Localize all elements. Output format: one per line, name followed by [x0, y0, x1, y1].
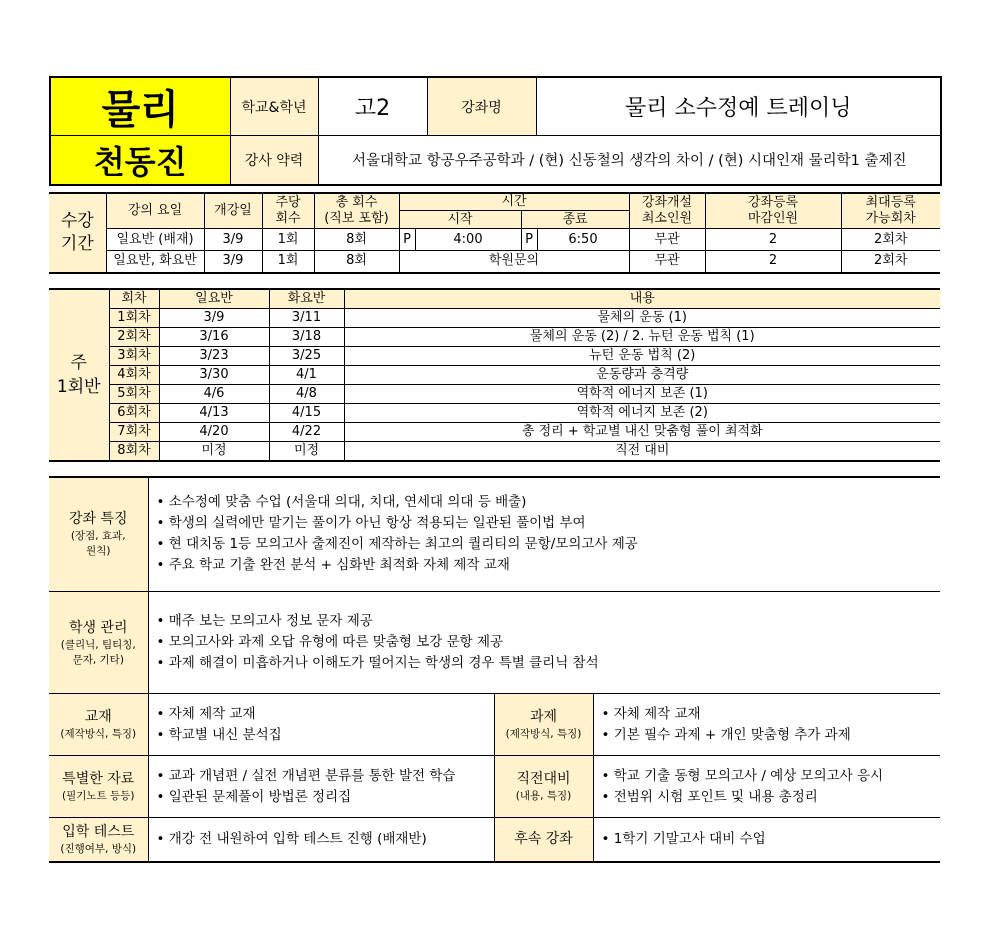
total-count-cell: 8회	[314, 251, 399, 273]
deadline-cell: 2	[705, 229, 841, 251]
final-prep-list	[593, 756, 940, 818]
day-cell: 일요반, 화요반	[106, 251, 204, 273]
time-inquiry-cell: 학원문의	[399, 251, 629, 273]
curriculum-row	[49, 308, 940, 327]
list-item: • 학교 기출 동형 모의고사 / 예상 모의고사 응시	[602, 766, 941, 787]
col-sunday: 일요반	[159, 289, 269, 309]
special-material-list	[148, 756, 494, 818]
sunday-date-cell: 4/13	[159, 403, 269, 422]
min-enroll-cell: 무관	[629, 251, 705, 273]
header-table	[49, 76, 942, 186]
col-min-enroll: 강좌개설 최소인원	[629, 193, 705, 229]
student-care-list	[148, 592, 940, 694]
list-item: • 과제 해결이 미흡하거나 이해도가 떨어지는 학생의 경우 특별 클리닉 참석	[157, 653, 941, 674]
tuesday-date-cell: 3/25	[269, 346, 344, 365]
schedule-row	[49, 251, 940, 273]
tuesday-date-cell: 4/8	[269, 384, 344, 403]
course-features-list	[148, 477, 940, 592]
list-item: • 개강 전 내원하여 입학 테스트 진행 (배재반)	[157, 829, 494, 850]
session-cell: 4회차	[109, 365, 159, 384]
session-cell: 3회차	[109, 346, 159, 365]
col-tuesday: 화요반	[269, 289, 344, 309]
col-time-end: 종료	[521, 211, 629, 229]
list-item: • 학생의 실력에만 맡기는 풀이가 아닌 항상 적용되는 일관된 풀이법 부여	[157, 513, 941, 534]
entrance-test-label: 입학 테스트 (진행여부, 방식)	[49, 818, 148, 862]
curriculum-row	[49, 441, 940, 461]
deadline-cell: 2	[705, 251, 841, 273]
content-cell: 뉴턴 운동 법칙 (2)	[344, 346, 940, 365]
curriculum-row	[49, 365, 940, 384]
textbook-label: 교재 (제작방식, 특징)	[49, 694, 148, 756]
col-enroll-deadline: 강좌등록 마감인원	[705, 193, 841, 229]
grade-value: 고2	[318, 77, 427, 136]
day-cell: 일요반 (배재)	[106, 229, 204, 251]
col-time-start: 시작	[399, 211, 521, 229]
session-cell: 2회차	[109, 327, 159, 346]
list-item: • 기본 필수 과제 + 개인 맞춤형 추가 과제	[602, 725, 941, 746]
content-cell: 직전 대비	[344, 441, 940, 461]
course-details-table	[49, 476, 940, 863]
content-cell: 역학적 에너지 보존 (1)	[344, 384, 940, 403]
sunday-date-cell: 3/30	[159, 365, 269, 384]
list-item: • 자체 제작 교재	[602, 704, 941, 725]
enrollment-table	[49, 192, 940, 274]
min-enroll-cell: 무관	[629, 229, 705, 251]
curriculum-side-label: 주 1회반	[49, 289, 109, 461]
session-cell: 8회차	[109, 441, 159, 461]
course-name-label: 강좌명	[427, 77, 536, 136]
sunday-date-cell: 미정	[159, 441, 269, 461]
sunday-date-cell: 3/9	[159, 308, 269, 327]
curriculum-row	[49, 327, 940, 346]
schedule-row	[49, 229, 940, 251]
col-session: 회차	[109, 289, 159, 309]
followup-course-list	[593, 818, 940, 862]
tuesday-date-cell: 미정	[269, 441, 344, 461]
sunday-date-cell: 3/16	[159, 327, 269, 346]
teacher-name: 천동진	[50, 136, 230, 185]
enrollment-side-label: 수강 기간	[49, 193, 106, 273]
col-weekly-count: 주당 회수	[262, 193, 314, 229]
entrance-test-list	[148, 818, 494, 862]
weekly-count-cell: 1회	[262, 229, 314, 251]
col-max-enroll: 최대등록 가능회차	[841, 193, 940, 229]
col-day: 강의 요일	[106, 193, 204, 229]
curriculum-row	[49, 403, 940, 422]
teacher-career: 서울대학교 항공우주공학과 / (현) 신동철의 생각의 차이 / (현) 시대인재 물리학1 출제진	[318, 136, 941, 185]
tuesday-date-cell: 4/22	[269, 422, 344, 441]
curriculum-row	[49, 384, 940, 403]
max-enroll-cell: 2회차	[841, 229, 940, 251]
sunday-date-cell: 3/23	[159, 346, 269, 365]
tuesday-date-cell: 4/15	[269, 403, 344, 422]
course-sheet	[49, 76, 940, 863]
session-cell: 5회차	[109, 384, 159, 403]
session-cell: 1회차	[109, 308, 159, 327]
session-cell: 6회차	[109, 403, 159, 422]
curriculum-table	[49, 288, 940, 462]
end-ampm-cell: P	[521, 229, 537, 251]
sunday-date-cell: 4/20	[159, 422, 269, 441]
list-item: • 전범위 시험 포인트 및 내용 총정리	[602, 787, 941, 808]
tuesday-date-cell: 4/1	[269, 365, 344, 384]
start-ampm-cell: P	[399, 229, 415, 251]
list-item: • 교과 개념편 / 실전 개념편 분류를 통한 발전 학습	[157, 766, 494, 787]
followup-course-label: 후속 강좌	[494, 818, 593, 862]
max-enroll-cell: 2회차	[841, 251, 940, 273]
course-name: 물리 소수정예 트레이닝	[536, 77, 941, 136]
curriculum-row	[49, 346, 940, 365]
list-item: • 현 대치동 1등 모의고사 출제진이 제작하는 최고의 퀄리티의 문항/모의고사 제공	[157, 534, 941, 555]
tuesday-date-cell: 3/18	[269, 327, 344, 346]
content-cell: 총 정리 + 학교별 내신 맞춤형 풀이 최적화	[344, 422, 940, 441]
start-date-cell: 3/9	[204, 229, 262, 251]
col-total-count: 총 회수 (직보 포함)	[314, 193, 399, 229]
list-item: • 자체 제작 교재	[157, 704, 494, 725]
list-item: • 일관된 문제풀이 방법론 정리집	[157, 787, 494, 808]
start-time-cell: 4:00	[415, 229, 521, 251]
sunday-date-cell: 4/6	[159, 384, 269, 403]
textbook-list	[148, 694, 494, 756]
col-time: 시간	[399, 193, 629, 211]
homework-label: 과제 (제작방식, 특징)	[494, 694, 593, 756]
content-cell: 물체의 운동 (2) / 2. 뉴턴 운동 법칙 (1)	[344, 327, 940, 346]
col-content: 내용	[344, 289, 940, 309]
list-item: • 모의고사와 과제 오답 유형에 따른 맞춤형 보강 문항 제공	[157, 632, 941, 653]
tuesday-date-cell: 3/11	[269, 308, 344, 327]
final-prep-label: 직전대비 (내용, 특징)	[494, 756, 593, 818]
content-cell: 역학적 에너지 보존 (2)	[344, 403, 940, 422]
col-start-date: 개강일	[204, 193, 262, 229]
subject-title: 물리	[50, 77, 230, 136]
curriculum-row	[49, 422, 940, 441]
student-care-label: 학생 관리 (클리닉, 팀티칭, 문자, 기타)	[49, 592, 148, 694]
total-count-cell: 8회	[314, 229, 399, 251]
school-grade-label: 학교&학년	[230, 77, 318, 136]
content-cell: 운동량과 충격량	[344, 365, 940, 384]
start-date-cell: 3/9	[204, 251, 262, 273]
content-cell: 물체의 운동 (1)	[344, 308, 940, 327]
list-item: • 소수정예 맞춤 수업 (서울대 의대, 치대, 연세대 의대 등 배출)	[157, 492, 941, 513]
end-time-cell: 6:50	[537, 229, 629, 251]
homework-list	[593, 694, 940, 756]
weekly-count-cell: 1회	[262, 251, 314, 273]
list-item: • 매주 보는 모의고사 정보 문자 제공	[157, 611, 941, 632]
special-material-label: 특별한 자료 (필기노트 등등)	[49, 756, 148, 818]
list-item: • 학교별 내신 분석집	[157, 725, 494, 746]
course-features-label: 강좌 특징 (장점, 효과, 원칙)	[49, 477, 148, 592]
career-label: 강사 약력	[230, 136, 318, 185]
list-item: • 주요 학교 기출 완전 분석 + 심화반 최적화 자체 제작 교재	[157, 555, 941, 576]
list-item: • 1학기 기말고사 대비 수업	[602, 829, 941, 850]
session-cell: 7회차	[109, 422, 159, 441]
